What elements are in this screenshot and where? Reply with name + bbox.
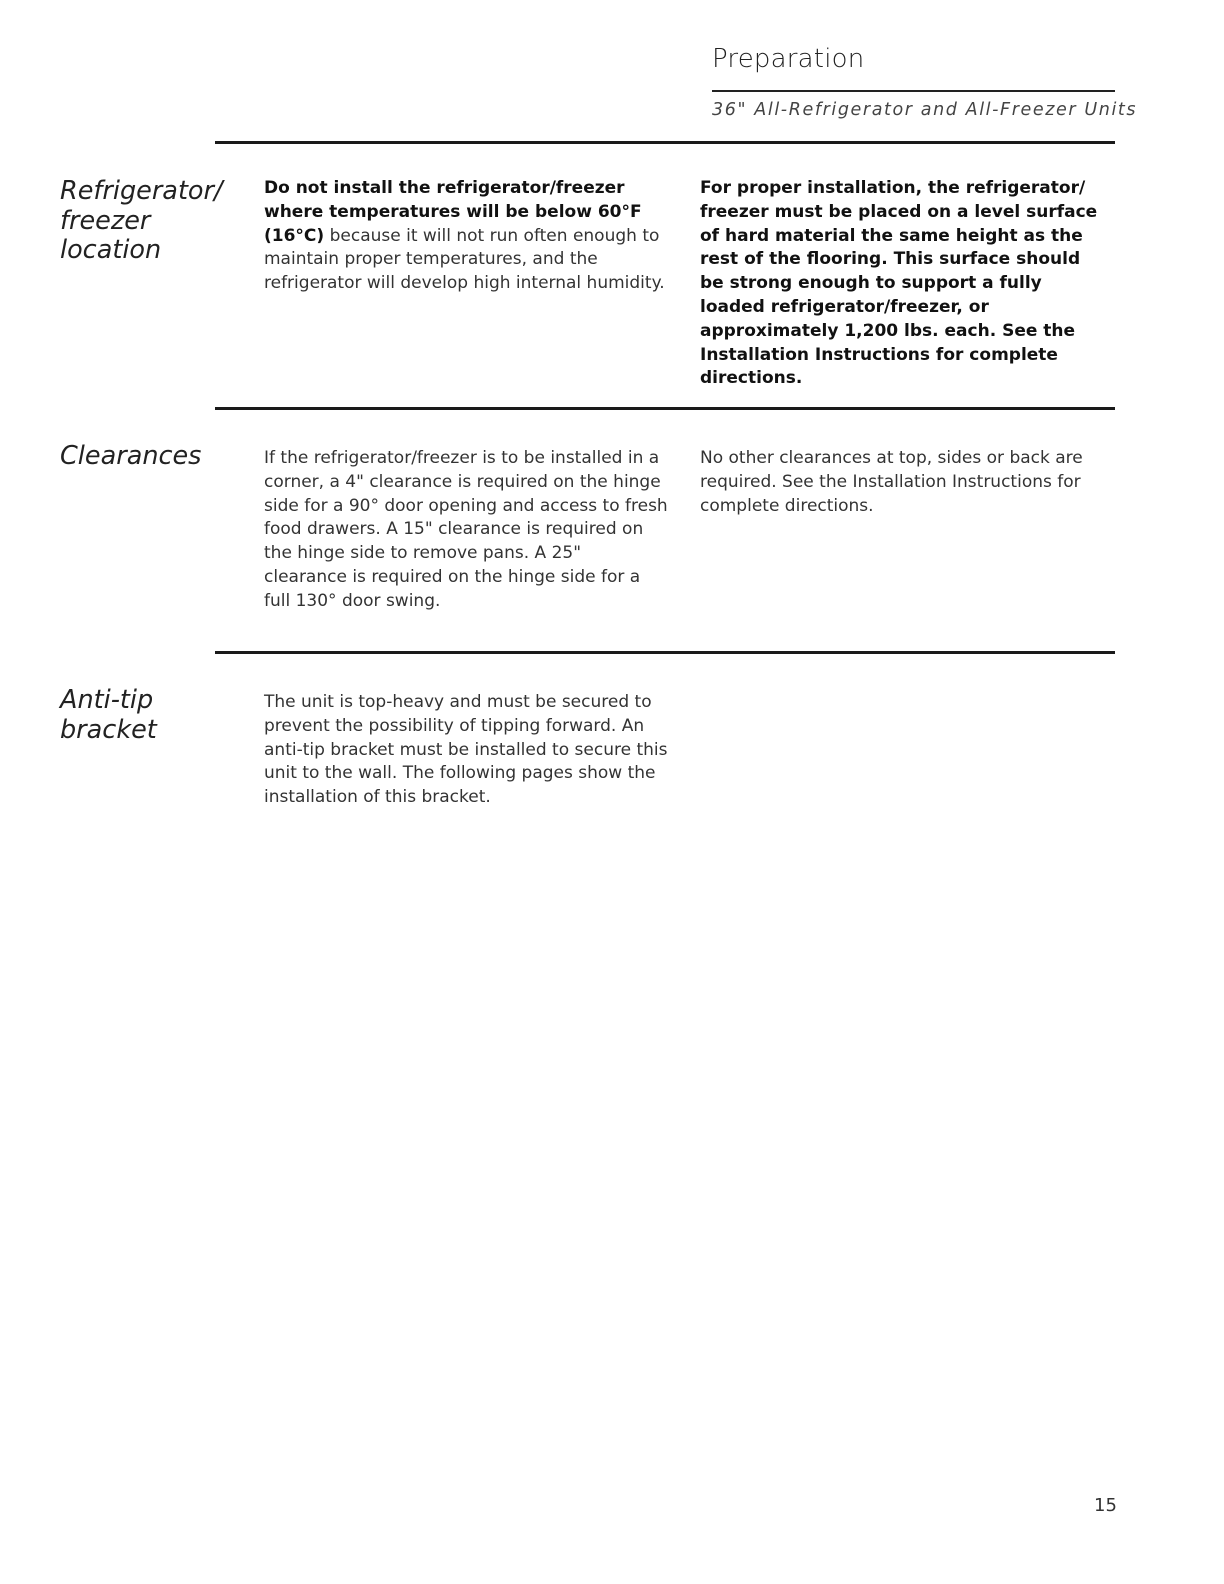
- location-warning-bold: Do not install the refrigerator/freezer where temperatures will be below 60°F (16°C): [264, 178, 642, 246]
- location-warning-text: because it will not run often enough to maintain proper temperatures, and the refrigerator will develop high internal humidity.: [264, 225, 665, 294]
- section-heading-anti-tip: Anti-tip bracket: [60, 685, 157, 745]
- page-subtitle: 36" All-Refrigerator and All-Freezer Units: [712, 100, 1138, 120]
- header-divider: [712, 90, 1115, 92]
- section-divider: [215, 141, 1115, 144]
- clearances-text-right: No other clearances at top, sides or back are required. See the Installation Instructions for complete directions.: [700, 448, 1083, 516]
- page-number: 15: [1094, 1495, 1117, 1516]
- page-title: Preparation: [712, 44, 865, 74]
- anti-tip-text: The unit is top-heavy and must be secured to prevent the possibility of tipping forward. An anti-tip bracket must be installed to secure this unit to the wall. The following pages show the installation of this bracket.: [264, 692, 668, 808]
- section-heading-location: Refrigerator/ freezer location: [60, 176, 223, 265]
- section-heading-clearances: Clearances: [60, 441, 202, 471]
- section-divider: [215, 651, 1115, 654]
- location-text-left: [264, 177, 669, 296]
- section-divider: [215, 407, 1115, 410]
- location-text-right: For proper installation, the refrigerator/ freezer must be placed on a level surface of hard material the same height as the rest of the flooring. This surface should be strong enough to support a fully loaded refrigerator/freezer, or approximately 1,200 lbs. each. See the Installation Instructions for complete directions.: [700, 178, 1098, 389]
- clearances-text-left: If the refrigerator/freezer is to be installed in a corner, a 4" clearance is required on the hinge side for a 90° door opening and access to fresh food drawers. A 15" clearance is required on the hinge side to remove pans. A 25" clearance is required on the hinge side for a full 130° door swing.: [264, 448, 668, 611]
